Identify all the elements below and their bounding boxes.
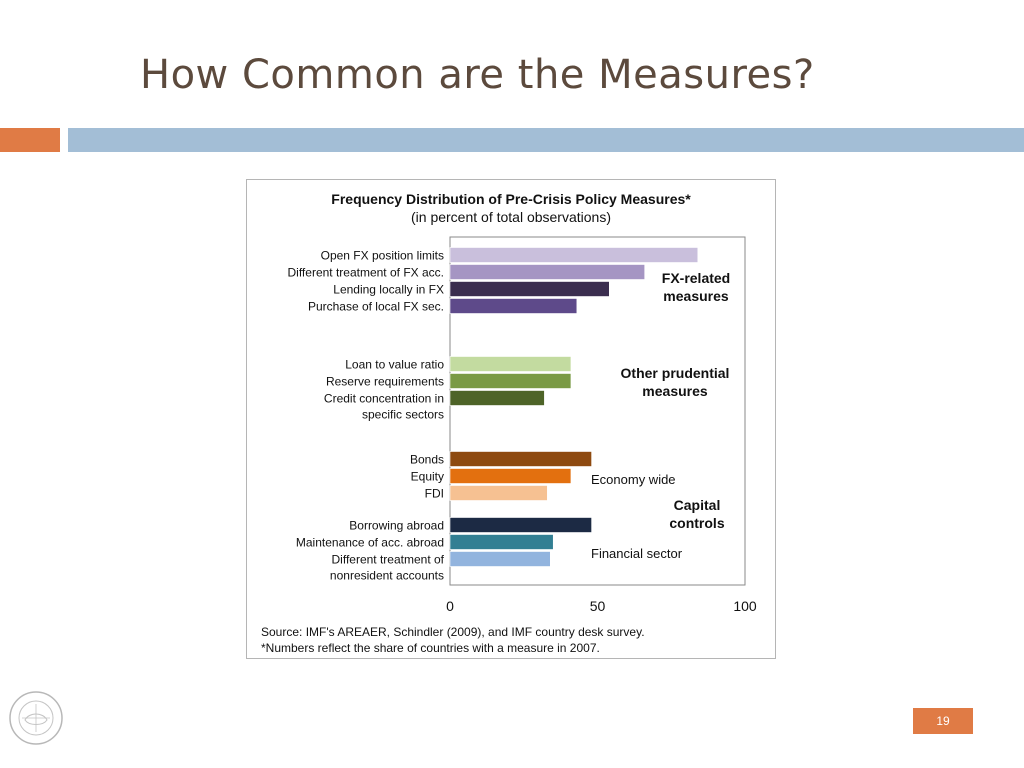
bar [450, 248, 698, 263]
category-label: Bonds [409, 452, 444, 467]
bar [450, 265, 645, 280]
category-label: Loan to value ratio [345, 357, 444, 372]
accent-bar-blue [68, 128, 1024, 152]
bar [450, 282, 609, 297]
chart-title: Frequency Distribution of Pre-Crisis Policy Measures* [331, 191, 691, 207]
bar [450, 486, 547, 501]
category-label: nonresident accounts [329, 568, 444, 583]
group-label: FX-related [661, 270, 731, 286]
bar [450, 518, 592, 533]
bar [450, 357, 571, 372]
group-label: Economy wide [591, 472, 676, 487]
chart-note: Source: IMF's AREAER, Schindler (2009), and IMF country desk survey. [261, 625, 645, 639]
bar [450, 452, 592, 467]
imf-seal-icon [8, 690, 64, 746]
category-label: specific sectors [361, 407, 444, 422]
category-label: Credit concentration in [323, 391, 444, 406]
category-label: FDI [424, 486, 444, 501]
bar [450, 552, 550, 567]
bar-chart [247, 180, 775, 658]
chart-frame [246, 179, 776, 659]
x-tick-label: 50 [589, 598, 606, 614]
bar [450, 299, 577, 314]
x-tick-label: 100 [733, 598, 757, 614]
group-label: Capital [673, 497, 721, 513]
category-label: Equity [410, 469, 444, 484]
bar [450, 535, 553, 550]
category-label: Different treatment of FX acc. [287, 265, 444, 280]
group-label: measures [663, 288, 729, 304]
category-label: Open FX position limits [320, 248, 444, 263]
group-label: measures [642, 383, 708, 399]
category-label: Maintenance of acc. abroad [295, 535, 444, 550]
group-label: Financial sector [591, 546, 683, 561]
category-label: Reserve requirements [325, 374, 444, 389]
slide-title: How Common are the Measures? [140, 52, 815, 98]
bar [450, 391, 544, 406]
group-label: Other prudential [620, 365, 730, 381]
category-label: Lending locally in FX [333, 282, 444, 297]
category-label: Purchase of local FX sec. [307, 299, 444, 314]
group-label: controls [669, 515, 725, 531]
bar [450, 374, 571, 389]
accent-bar-orange [0, 128, 60, 152]
chart-subtitle: (in percent of total observations) [411, 209, 611, 225]
page-number: 19 [913, 708, 973, 734]
category-label: Different treatment of [331, 552, 444, 567]
category-label: Borrowing abroad [349, 518, 444, 533]
bar [450, 469, 571, 484]
chart-note: *Numbers reflect the share of countries with a measure in 2007. [261, 641, 600, 655]
x-tick-label: 0 [446, 598, 454, 614]
